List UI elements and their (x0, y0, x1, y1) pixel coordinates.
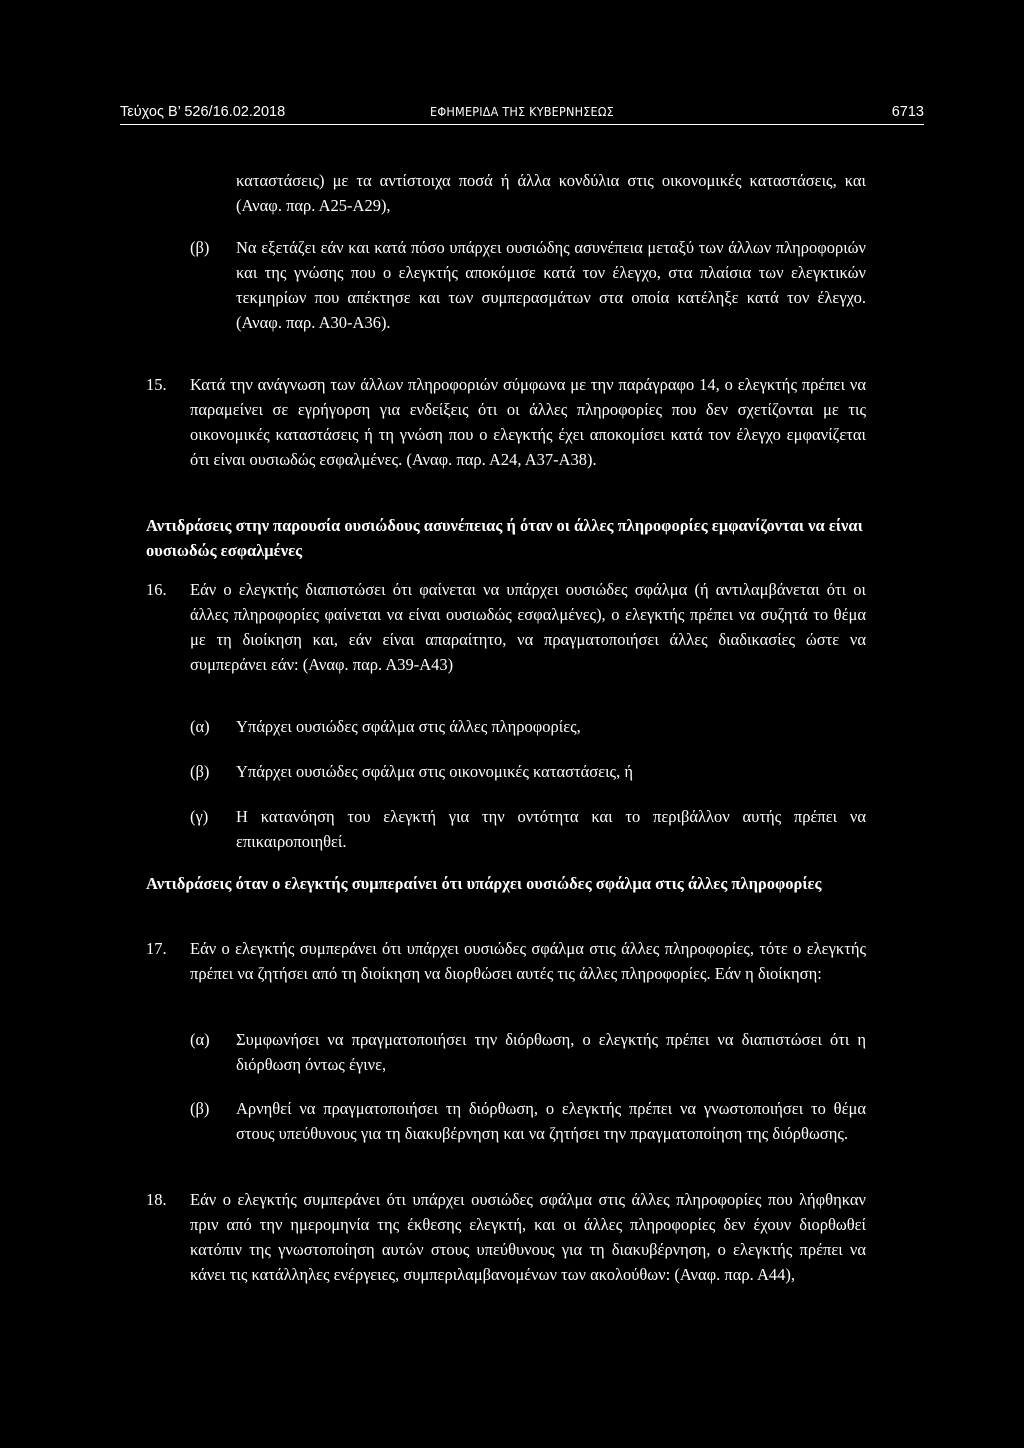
list-item-text: Υπάρχει ουσιώδες σφάλμα στις άλλες πληροφορίες, (236, 717, 581, 736)
paragraph-18: Εάν ο ελεγκτής συμπεράνει ότι υπάρχει ουσιώδες σφάλμα στις άλλες πληροφορίες που λήφθηκαν πριν από την ημερομηνία της έκθεσης ελεγκτή, και οι άλλες πληροφορίες δεν έχουν διορθωθεί κατόπιν της γνωστοποίηση αυτών στους υπεύθυνους για τη διακυβέρνηση, ο ελεγκτής πρέπει να κάνει τις κατάλληλες ενέργειες, συμπεριλαμβανομένων των ακολούθων: (Αναφ. παρ. Α44), (190, 1190, 866, 1284)
journal-title: ΕΦΗΜΕΡΙΔΑ ΤΗΣ ΚΥΒΕΡΝΗΣΕΩΣ (430, 104, 614, 119)
item-label: (β) (190, 238, 210, 257)
issue-reference: Τεύχος Β’ 526/16.02.2018 (120, 104, 286, 120)
paragraph-number: 16. (146, 580, 167, 599)
item-label: (β) (190, 1099, 210, 1118)
paragraph-17: Εάν ο ελεγκτής συμπεράνει ότι υπάρχει ουσιώδες σφάλμα στις άλλες πληροφορίες, τότε ο ελεγκτής πρέπει να ζητήσει από τη διοίκηση να διορθώσει αυτές τις άλλες πληροφορίες. Εάν η διοίκηση: (190, 939, 866, 983)
item-label: (α) (190, 1030, 210, 1049)
section-heading: Αντιδράσεις όταν ο ελεγκτής συμπεραίνει ότι υπάρχει ουσιώδες σφάλμα στις άλλες πληροφορίες (146, 874, 822, 893)
paragraph-number: 17. (146, 939, 167, 958)
list-item-text: Υπάρχει ουσιώδες σφάλμα στις οικονομικές καταστάσεις, ή (236, 762, 633, 781)
page-header (120, 102, 924, 125)
continuation-text: καταστάσεις) με τα αντίστοιχα ποσά ή άλλα κονδύλια στις οικονομικές καταστάσεις, και (Αναφ. παρ. Α25-Α29), (236, 171, 866, 215)
item-label: (α) (190, 717, 210, 736)
item-label: (β) (190, 762, 210, 781)
page-number: 6713 (891, 104, 924, 120)
paragraph-15: Κατά την ανάγνωση των άλλων πληροφοριών σύμφωνα με την παράγραφο 14, ο ελεγκτής πρέπει να παραμείνει σε εγρήγορση για ενδείξεις ότι οι άλλες πληροφορίες που δεν σχετίζονται με τις οικονομικές καταστάσεις ή τη γνώση που ο ελεγκτής έχει αποκομίσει κατά τον έλεγχο εμφανίζεται ότι είναι ουσιωδώς εσφαλμένες. (Αναφ. παρ. Α24, Α37-Α38). (190, 375, 866, 469)
list-item-text: Συμφωνήσει να πραγματοποιήσει την διόρθωση, ο ελεγκτής πρέπει να διαπιστώσει ότι η διόρθωση όντως έγινε, (236, 1030, 866, 1074)
section-heading: Αντιδράσεις στην παρουσία ουσιώδους ασυνέπειας ή όταν οι άλλες πληροφορίες εμφανίζονται να είναι ουσιωδώς εσφαλμένες (146, 516, 863, 560)
item-label: (γ) (190, 807, 209, 826)
paragraph-number: 15. (146, 375, 167, 394)
list-item-text: Η κατανόηση του ελεγκτή για την οντότητα και το περιβάλλον αυτής πρέπει να επικαιροποιηθεί. (236, 807, 866, 851)
paragraph-number: 18. (146, 1190, 167, 1209)
list-item-text: Αρνηθεί να πραγματοποιήσει τη διόρθωση, ο ελεγκτής πρέπει να γνωστοποιήσει το θέμα στους υπεύθυνους για τη διακυβέρνηση και να ζητήσει την πραγματοποίηση της διόρθωσης. (236, 1099, 866, 1143)
paragraph-16: Εάν ο ελεγκτής διαπιστώσει ότι φαίνεται να υπάρχει ουσιώδες σφάλμα (ή αντιλαμβάνεται ότι οι άλλες πληροφορίες φαίνεται να είναι ουσιωδώς εσφαλμένες), ο ελεγκτής πρέπει να συζητά το θέμα με τη διοίκηση και, εάν είναι απαραίτητο, να πραγματοποιήσει άλλες διαδικασίες ώστε να συμπεράνει εάν: (Αναφ. παρ. Α39-Α43) (190, 580, 866, 674)
list-item-text: Να εξετάζει εάν και κατά πόσο υπάρχει ουσιώδης ασυνέπεια μεταξύ των άλλων πληροφοριών και της γνώσης που ο ελεγκτής αποκόμισε κατά τον έλεγχο, στα πλαίσια των ελεγκτικών τεκμηρίων που απέκτησε και των συμπερασμάτων στα οποία κατέληξε κατά τον έλεγχο. (Αναφ. παρ. Α30-Α36). (236, 238, 866, 332)
